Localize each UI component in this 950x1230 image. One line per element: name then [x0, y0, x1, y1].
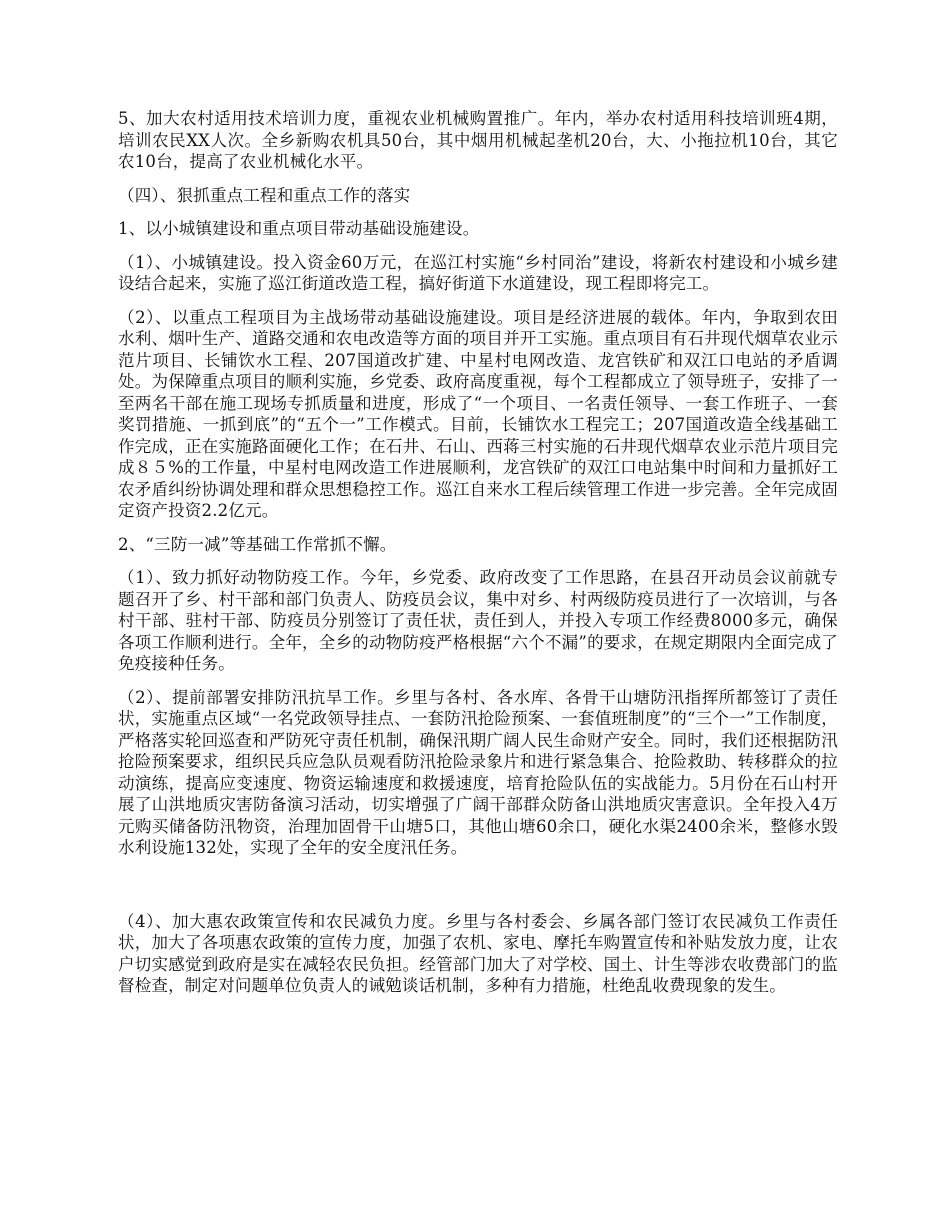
document-body: [118, 108, 838, 1009]
paragraph-farmer-burden: （4）、加大惠农政策宣传和农民减负力度。乡里与各村委会、乡属各部门签订农民减负工作责任状，加大了各项惠农政策的宣传力度，加强了农机、家电、摩托车购置宣传和补贴发放力度，让农户切实感觉到政府是实在减轻农民负担。经管部门加大了对学校、国土、计生等涉农收费部门的监督检查，制定对问题单位负责人的诫勉谈话机制，多种有力措施，杜绝乱收费现象的发生。: [118, 911, 838, 995]
paragraph-key-projects: （2）、以重点工程项目为主战场带动基础设施建设。项目是经济进展的载体。年内，争取到农田水利、烟叶生产、道路交通和农电改造等方面的项目并开工实施。重点项目有石井现代烟草农业示范片项目、长铺饮水工程、207国道改扩建、中星村电网改造、龙宫铁矿和双江口电站的矛盾调处。为保障重点项目的顺利实施，乡党委、政府高度重视，每个工程都成立了领导班子，安排了一至两名干部在施工现场专抓质量和进度，形成了“一个项目、一名责任领导、一套工作班子、一套奖罚措施、一抓到底”的“五个一”工作模式。目前，长铺饮水工程完工；207国道改造全线基础工作完成，正在实施路面硬化工作；在石井、石山、西蒋三村实施的石井现代烟草农业示范片项目完成８５%的工作量，中星村电网改造工作进展顺利，龙宫铁矿的双江口电站集中时间和力量抓好工农矛盾纠纷协调处理和群众思想稳控工作。巡江自来水工程后续管理工作进一步完善。全年完成固定资产投资2.2亿元。: [118, 307, 838, 520]
paragraph-animal-epidemic: （1）、致力抓好动物防疫工作。今年，乡党委、政府改变了工作思路，在县召开动员会议前就专题召开了乡、村干部和部门负责人、防疫员会议，集中对乡、村两级防疫员进行了一次培训，与各村干部、驻村干部、防疫员分别签订了责任状，责任到人，并投入专项工作经费8000多元，确保各项工作顺利进行。全年，全乡的动物防疫严格根据“六个不漏”的要求，在规定期限内全面完成了免疫接种任务。: [118, 568, 838, 673]
paragraph-flood-control: （2）、提前部署安排防汛抗旱工作。乡里与各村、各水库、各骨干山塘防汛指挥所都签订了责任状，实施重点区域“一名党政领导挂点、一套防汛抢险预案、一套值班制度”的“三个一”工作制度，严格落实轮回巡查和严防死守责任机制，确保汛期广阔人民生命财产安全。同时，我们还根据防汛抢险预案要求，组织民兵应急队员观看防汛抢险录象片和进行紧急集合、抢险救助、转移群众的拉动演练，提高应变速度、物资运输速度和救援速度，培育抢险队伍的实战能力。5月份在石山村开展了山洪地质灾害防备演习活动，切实增强了广阔干部群众防备山洪地质灾害意识。全年投入4万元购买储备防汛物资，治理加固骨干山塘5口，其他山塘60余口，硬化水渠2400余米，整修水毁水利设施132处，实现了全年的安全度汛任务。: [118, 687, 838, 857]
subheading-infrastructure: 1、以小城镇建设和重点项目带动基础设施建设。: [118, 219, 480, 238]
section-heading-key-projects: （四）、狠抓重点工程和重点工作的落实: [118, 185, 411, 205]
blank-gap: [118, 871, 838, 911]
paragraph-agri-machinery: 5、加大农村适用技术培训力度，重视农业机械购置推广。年内，举办农村适用科技培训班4期，培训农民XX人次。全乡新购农机具50台，其中烟用机械起垄机20台，大、小拖拉机10台，其它农10台，提高了农业机械化水平。: [118, 109, 838, 171]
paragraph-small-town: （1）、小城镇建设。投入资金60万元，在巡江村实施“乡村同治”建设，将新农村建设和小城乡建设结合起来，实施了巡江街道改造工程，搞好街道下水道建设，现工程即将完工。: [118, 252, 838, 293]
subheading-three-prevention: 2、“三防一减”等基础工作常抓不懈。: [118, 534, 397, 554]
